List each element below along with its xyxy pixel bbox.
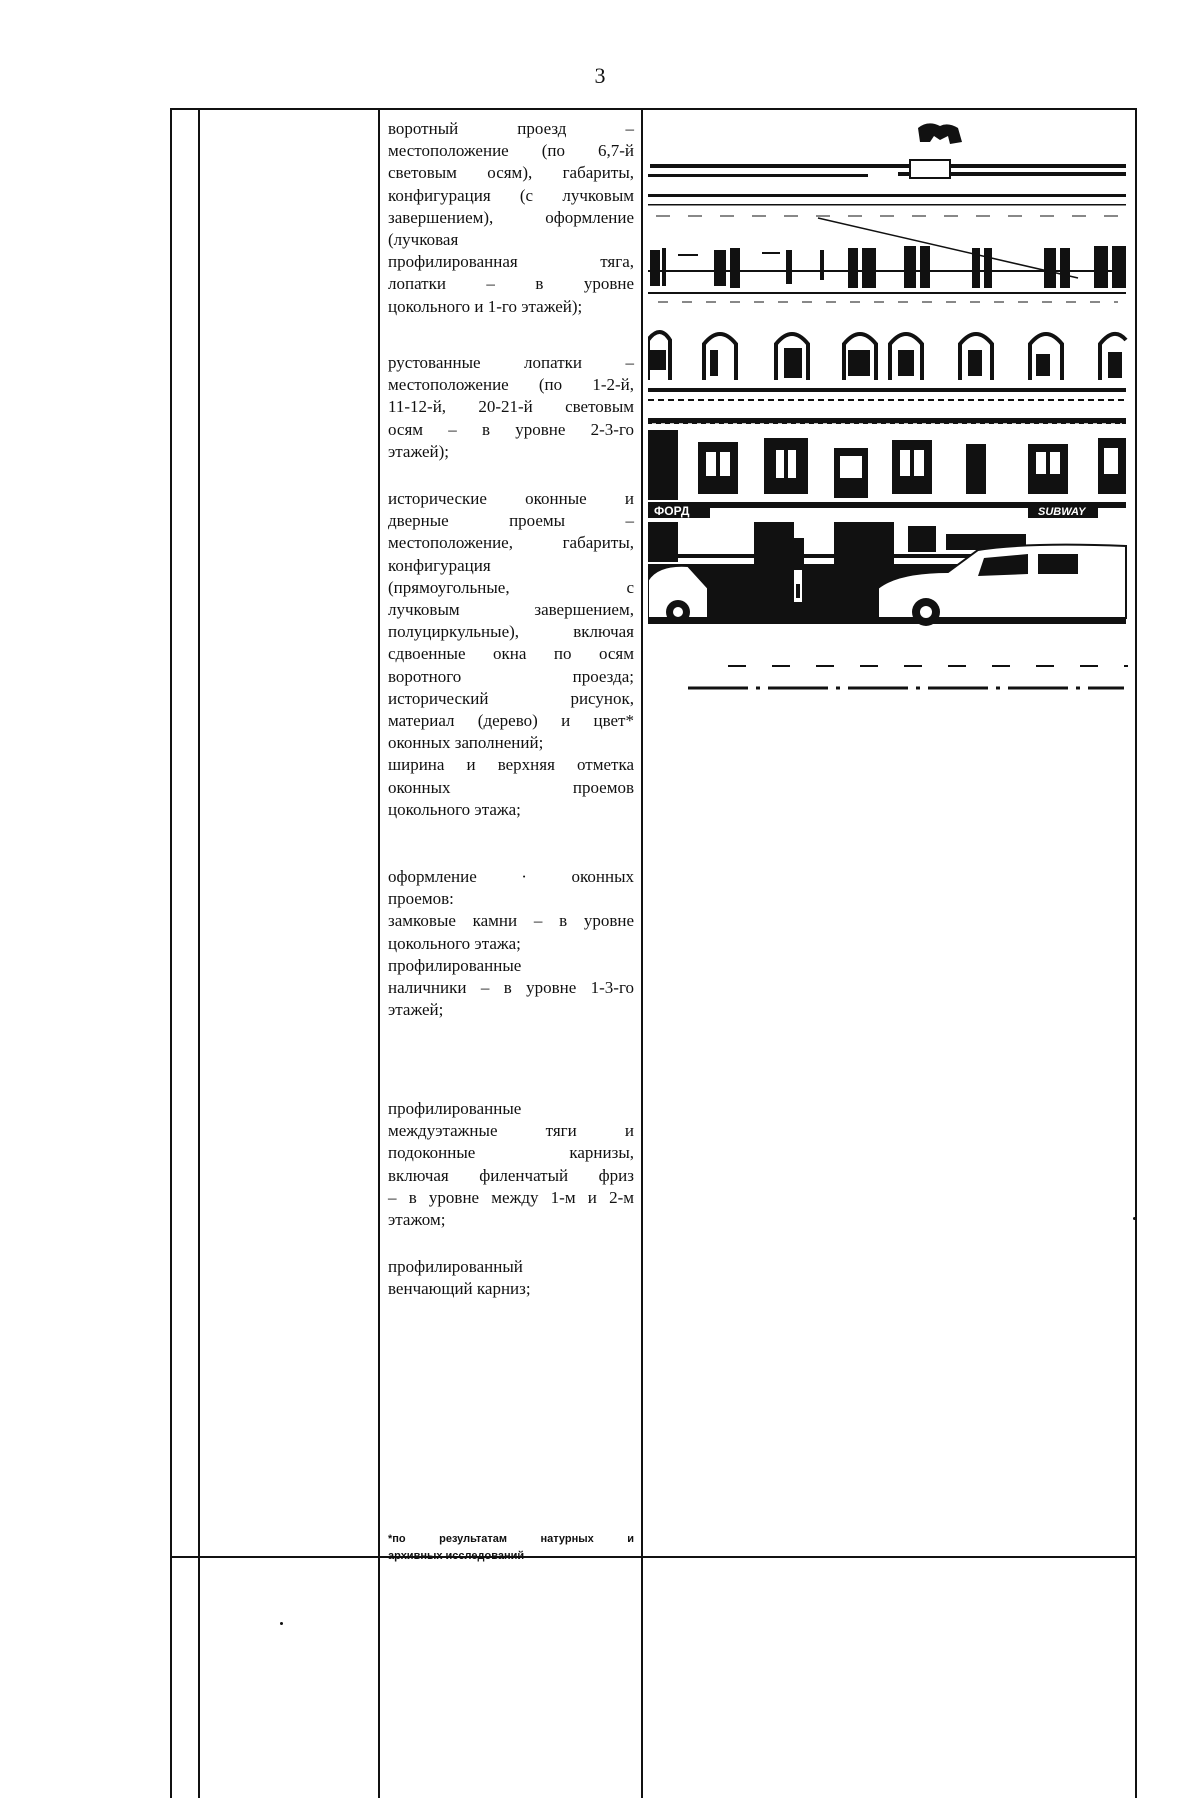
text-line: ширина и верхняя отметка	[388, 755, 634, 775]
text-line: включая филенчатый фриз	[388, 1165, 634, 1185]
table-column-divider-1	[198, 108, 200, 1798]
text-line: – в уровне между 1-м и 2-м	[388, 1187, 634, 1207]
table-border-left	[170, 108, 172, 1798]
footnote-line: архивных исследований	[388, 1550, 525, 1562]
text-line: исторические оконные и	[388, 489, 634, 508]
text-line: венчающий карниз;	[388, 1279, 531, 1299]
text-line: цокольного и 1-го этажей);	[388, 296, 583, 316]
text-line: (лучковая	[388, 230, 459, 250]
text-line: (прямоугольные, с	[388, 577, 634, 597]
paragraph-cornices-floor	[388, 1098, 634, 1231]
text-line: материал (дерево) и цвет*	[388, 711, 634, 731]
text-line: профилированный	[388, 1257, 523, 1276]
paragraph-rusticated-pilasters	[388, 352, 634, 463]
text-line: лучковым завершением,	[388, 600, 634, 620]
text-line: осям – в уровне 2-3-го	[388, 419, 634, 439]
text-line: этажом;	[388, 1210, 446, 1230]
paragraph-gateway	[388, 118, 634, 318]
page-number: 3	[594, 63, 606, 88]
scan-mark	[280, 1622, 283, 1625]
paragraph-crowning-cornice	[388, 1256, 634, 1300]
text-line: сдвоенные окна по осям	[388, 644, 634, 664]
text-line: междуэтажные тяги и	[388, 1121, 634, 1141]
text-line: завершением), оформление	[388, 207, 634, 227]
text-line: воротный проезд –	[388, 119, 634, 138]
facade-photo	[648, 118, 1128, 758]
text-line: замковые камни – в уровне	[388, 911, 634, 931]
text-line: этажей;	[388, 1000, 444, 1020]
paragraph-window-decoration	[388, 866, 634, 1021]
paragraph-window-openings	[388, 488, 634, 821]
text-line: оконных заполнений;	[388, 733, 544, 753]
text-line: местоположение (по 1-2-й,	[388, 375, 634, 395]
text-line: наличники – в уровне 1-3-го	[388, 978, 634, 998]
text-line: проемов:	[388, 889, 454, 909]
text-line: рустованные лопатки –	[388, 353, 634, 372]
text-line: лопатки – в уровне	[388, 274, 634, 294]
text-line: оконных проемов	[388, 777, 634, 797]
table-column-divider-2	[378, 108, 380, 1798]
text-line: профилированные	[388, 1099, 522, 1118]
text-line: воротного проезда;	[388, 666, 634, 686]
facade-photo-image	[648, 118, 1128, 758]
text-line: этажей);	[388, 441, 450, 461]
table-column-divider-3	[641, 108, 643, 1798]
text-line: подоконные карнизы,	[388, 1143, 634, 1163]
table-border-bottom	[170, 1556, 1137, 1558]
text-line: цокольного этажа;	[388, 933, 521, 953]
table-border-right	[1135, 108, 1137, 1798]
text-line: конфигурация (с лучковым	[388, 185, 634, 205]
text-line: световым осям), габариты,	[388, 163, 634, 183]
text-line: оформление · оконных	[388, 867, 634, 886]
text-line: местоположение (по 6,7-й	[388, 141, 634, 161]
footnote	[388, 1531, 634, 1565]
text-line: дверные проемы –	[388, 511, 634, 531]
text-line: полуциркульные), включая	[388, 622, 634, 642]
shop-sign-left: ФОРД	[654, 504, 690, 518]
text-line: профилированные	[388, 955, 522, 975]
shop-sign-right: SUBWAY	[1038, 506, 1086, 518]
text-line: местоположение, габариты,	[388, 533, 634, 553]
text-line: профилированная тяга,	[388, 252, 634, 272]
table-border-top	[170, 108, 1137, 110]
footnote-line: *по результатам натурных и	[388, 1533, 634, 1545]
text-line: исторический рисунок,	[388, 688, 634, 708]
text-line: конфигурация	[388, 555, 491, 575]
text-line: 11-12-й, 20-21-й световым	[388, 397, 634, 417]
text-line: цокольного этажа;	[388, 799, 521, 819]
scan-mark	[1133, 1217, 1136, 1220]
